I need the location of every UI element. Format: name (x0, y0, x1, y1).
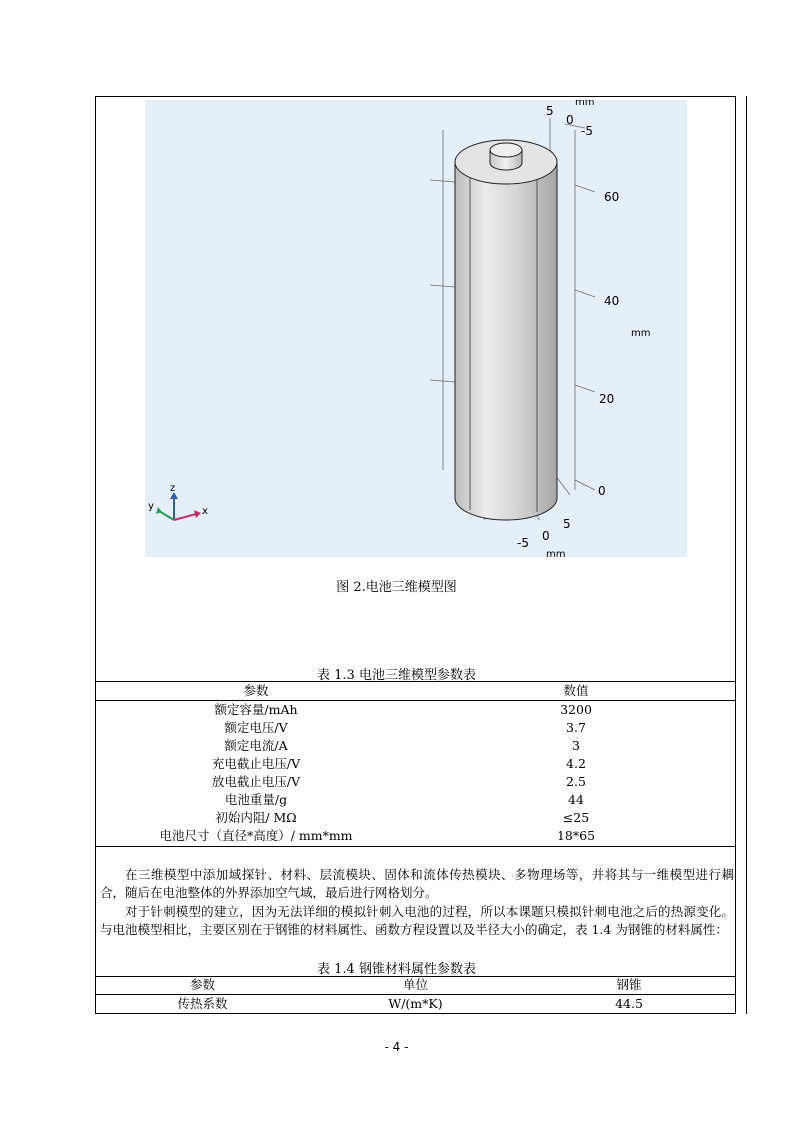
table1-row-param: 初始内阻/ MΩ (215, 810, 297, 825)
top-tick-minus5: -5 (581, 124, 593, 138)
table1-row-param: 电池尺寸（直径*高度）/ mm*mm (159, 828, 353, 843)
z-tick-60: 60 (604, 190, 620, 204)
svg-text:z: z (170, 483, 176, 494)
figure-caption: 图 2.电池三维模型图 (336, 580, 457, 595)
z-tick-40: 40 (604, 294, 620, 308)
z-tick-20: 20 (599, 392, 615, 406)
table2-row-unit: W/(m*K) (388, 996, 443, 1011)
body-paragraph-2: 对于针刺模型的建立，因为无法详细的模拟针刺入电池的过程，所以本课题只模拟针刺电池之后的热源变化。与电池模型相比，主要区别在于钢锥的材料属性、函数方程设置以及半径大小的确定，表 1.4 为钢锥的材料属性： (100, 904, 734, 937)
margin-rule (746, 96, 747, 1014)
table1-row-param: 充电截止电压/V (211, 756, 301, 771)
table1-row-value: 3200 (560, 702, 592, 717)
battery-3d-figure (145, 100, 687, 557)
table1-row-value: 3.7 (566, 720, 586, 735)
table2-header-param: 参数 (189, 977, 215, 992)
z-tick-0: 0 (598, 484, 606, 498)
bottom-tick-0: 0 (542, 529, 550, 543)
page-number: - 4 - (384, 1040, 409, 1054)
battery-3d-model (145, 100, 687, 557)
table1-row-param: 额定电压/V (224, 720, 288, 735)
table1-row-param: 放电截止电压/V (211, 774, 301, 789)
top-tick-0: 0 (566, 113, 574, 127)
table2-header-steel: 钢锥 (616, 977, 642, 992)
table1-header-value: 数值 (563, 683, 589, 698)
svg-text:x: x (202, 506, 208, 517)
table2-caption: 表 1.4 钢锥材料属性参数表 (317, 962, 476, 977)
table1-row-param: 额定电流/A (224, 738, 288, 753)
table1-row-param: 电池重量/g (224, 792, 288, 807)
table1-row-value: 44 (568, 792, 584, 807)
table1-row-value: 18*65 (556, 828, 596, 843)
table2-row-value: 44.5 (615, 996, 643, 1011)
axis-triad-icon (148, 483, 208, 520)
bottom-tick-5: 5 (563, 517, 571, 531)
top-unit-label: mm (575, 100, 595, 108)
bottom-unit-label: mm (546, 549, 566, 557)
table1-row-value: 4.2 (566, 756, 586, 771)
table1-bottom-rule (96, 846, 736, 847)
table2-header-unit: 单位 (402, 977, 428, 992)
table1-row-param: 额定容量/mAh (214, 702, 298, 717)
table2-row-param: 传热系数 (177, 996, 228, 1011)
svg-text:y: y (148, 501, 154, 512)
table1-row-value: ≤25 (562, 810, 590, 825)
table1-row-value: 3 (572, 738, 580, 753)
top-tick-5: 5 (546, 104, 554, 118)
bottom-tick-minus5: -5 (517, 536, 529, 550)
body-paragraph-1: 在三维模型中添加域探针、材料、层流模块、固体和流体传热模块、多物理场等，并将其与一维模型进行耦合，随后在电池整体的外界添加空气域，最后进行网格划分。 (100, 867, 734, 900)
table1-header-param: 参数 (243, 683, 269, 698)
table1-row-value: 2.5 (566, 774, 586, 789)
table1-caption: 表 1.3 电池三维模型参数表 (317, 668, 476, 683)
z-unit-label: mm (631, 328, 651, 339)
